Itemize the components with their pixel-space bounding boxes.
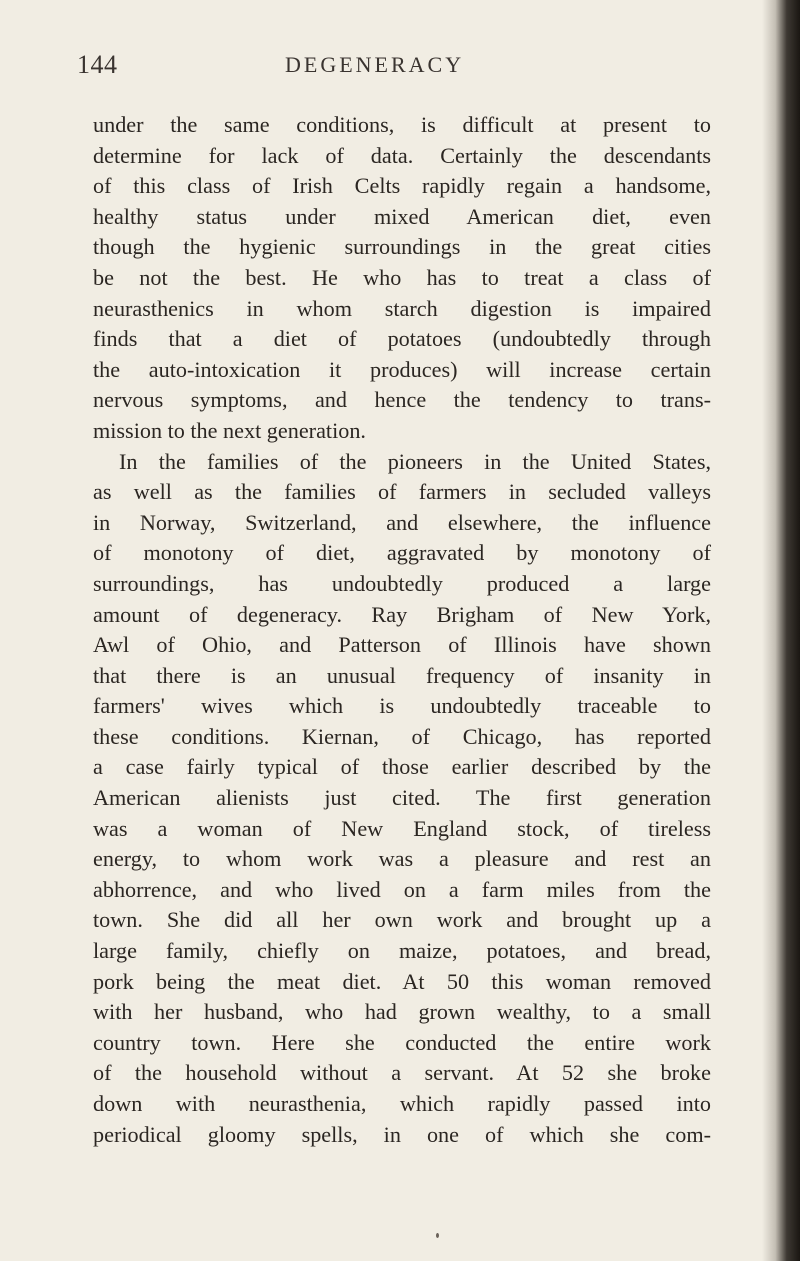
text-line: healthy status under mixed American diet, even [93,203,711,229]
text-line: American alienists just cited. The first generation [93,785,711,811]
text-line: surroundings, has undoubtedly produced a large [93,570,711,596]
text-line: of monotony of diet, aggravated by monotony of [93,540,711,566]
text-line: farmers' wives which is undoubtedly traceable to [93,693,711,719]
body-text [93,110,711,1150]
text-line: a case fairly typical of those earlier described by the [93,754,711,780]
paper-speck [436,1233,439,1238]
text-line: abhorrence, and who lived on a farm miles from the [93,876,711,902]
text-line: determine for lack of data. Certainly the descendants [93,142,711,168]
text-line: though the hygienic surroundings in the great cities [93,234,711,260]
text-line: pork being the meat diet. At 50 this woman removed [93,968,711,994]
text-line: down with neurasthenia, which rapidly passed into [93,1091,711,1116]
page-number: 144 [77,50,118,79]
text-line: periodical gloomy spells, in one of which she com- [93,1121,711,1147]
text-line: large family, chiefly on maize, potatoes, and bread, [93,938,711,964]
text-line: that there is an unusual frequency of insanity in [93,662,711,688]
text-line: the auto-intoxication it produces) will increase certain [93,356,711,382]
text-line: finds that a diet of potatoes (undoubtedly through [93,326,711,352]
text-line: of the household without a servant. At 52 she broke [93,1060,711,1086]
book-binding-edge [762,0,800,1261]
text-line: town. She did all her own work and brought up a [93,907,711,933]
text-line: Awl of Ohio, and Patterson of Illinois have shown [93,632,711,658]
text-line: in Norway, Switzerland, and elsewhere, the influence [93,509,711,535]
text-line: amount of degeneracy. Ray Brigham of New York, [93,601,711,627]
text-line: neurasthenics in whom starch digestion is impaired [93,295,711,321]
text-line: under the same conditions, is difficult at present to [93,112,711,137]
paragraph-first-line: In the families of the pioneers in the United States, [119,448,711,474]
page-header [0,40,800,90]
text-line: of this class of Irish Celts rapidly regain a handsome, [93,173,711,199]
text-line: with her husband, who had grown wealthy, to a small [93,999,711,1025]
text-line: mission to the next generation. [93,417,366,443]
text-line: be not the best. He who has to treat a class of [93,264,711,290]
text-line: as well as the families of farmers in secluded valleys [93,479,711,505]
text-line: was a woman of New England stock, of tireless [93,815,711,841]
text-line: nervous symptoms, and hence the tendency to trans- [93,387,711,413]
text-line: country town. Here she conducted the entire work [93,1029,711,1055]
running-title: DEGENERACY [285,52,465,77]
text-line: these conditions. Kiernan, of Chicago, has reported [93,723,711,749]
text-line: energy, to whom work was a pleasure and rest an [93,846,711,872]
